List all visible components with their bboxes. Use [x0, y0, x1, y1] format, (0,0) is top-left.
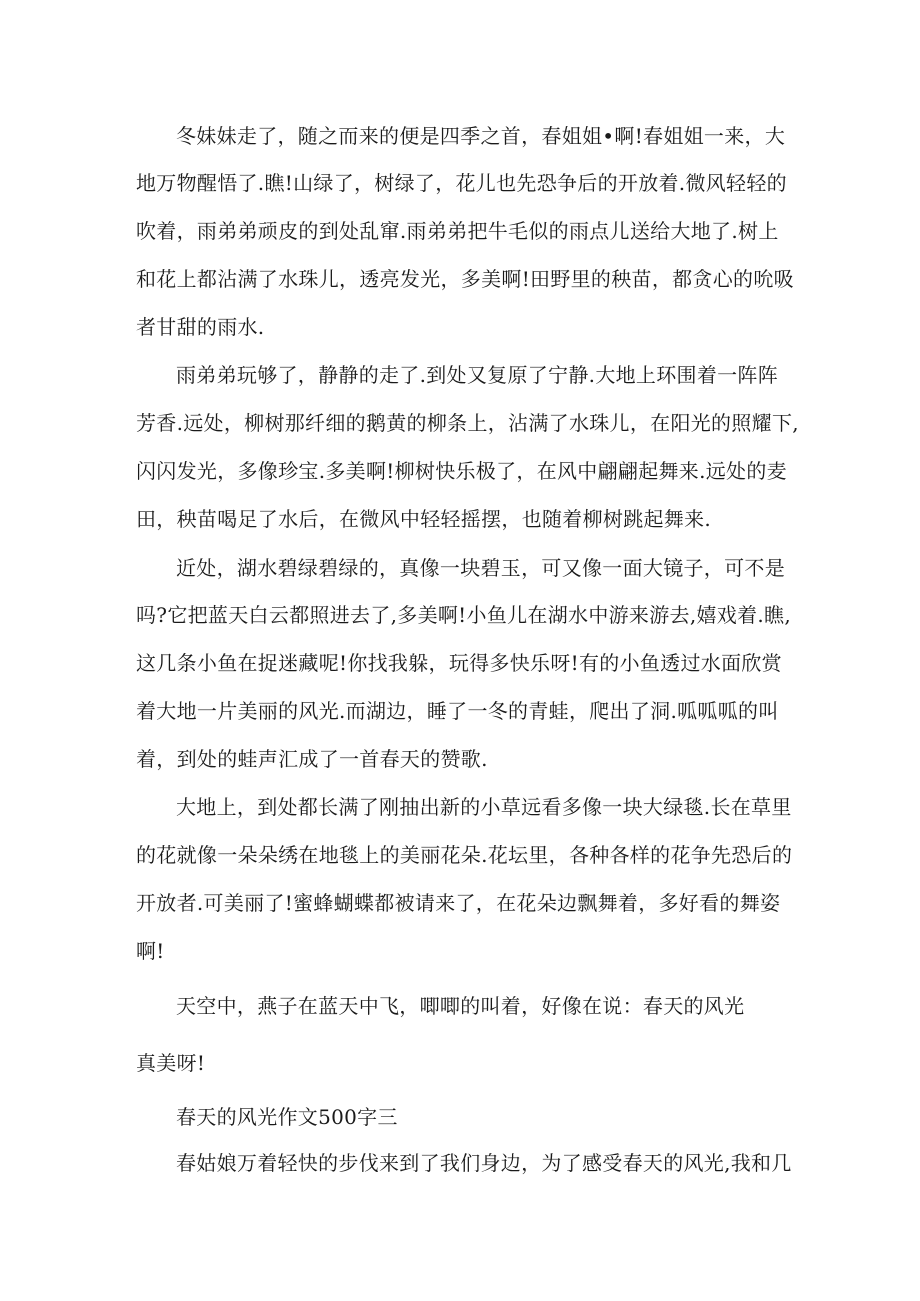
paragraph-2-line-2: 芳香.远处，柳树那纤细的鹅黄的柳条上，沾满了水珠儿，在阳光的照耀下, — [136, 411, 799, 435]
paragraph-4-line-1: 大地上，到处都长满了刚抽出新的小草远看多像一块大绿毯.长在草里 — [176, 795, 792, 819]
paragraph-3-line-3: 这几条小鱼在捉迷藏呢!你找我躲，玩得多快乐呀!有的小鱼透过水面欣赏 — [136, 651, 782, 675]
paragraph-1-line-2: 地万物醒悟了.瞧!山绿了，树绿了，花儿也先恐争后的开放着.微风轻轻的 — [136, 171, 787, 195]
paragraph-3-line-1: 近处，湖水碧绿碧绿的，真像一块碧玉，可又像一面大镜子，可不是 — [176, 556, 785, 580]
paragraph-1-line-3: 吹着，雨弟弟顽皮的到处乱窜.雨弟弟把牛毛似的雨点儿送给大地了.树上 — [136, 219, 779, 243]
paragraph-1-line-1: 冬妹妹走了，随之而来的便是四季之首，春姐姐•啊!春姐姐一来，大 — [176, 124, 786, 148]
paragraph-5-line-2: 真美呀! — [136, 1051, 206, 1075]
paragraph-4-line-3: 开放者.可美丽了!蜜蜂蝴蝶都被请来了，在花朵边飘舞着，多好看的舞姿 — [136, 891, 781, 915]
paragraph-3-line-5: 着，到处的蛙声汇成了一首春天的赞歌. — [136, 747, 488, 771]
paragraph-4-line-4: 啊! — [136, 939, 165, 963]
paragraph-5-line-1: 天空中，燕子在蓝天中飞，唧唧的叫着，好像在说：春天的风光 — [176, 994, 745, 1018]
paragraph-4-line-2: 的花就像一朵朵绣在地毯上的美丽花朵.花坛里，各种各样的花争先恐后的 — [136, 843, 793, 867]
paragraph-3-line-4: 着大地一片美丽的风光.而湖边，睡了一冬的青蛙，爬出了洞.呱呱呱的叫 — [136, 699, 779, 723]
paragraph-3-line-2: 吗?它把蓝天白云都照进去了,多美啊!小鱼儿在湖水中游来游去,嬉戏着.瞧, — [136, 603, 791, 627]
paragraph-1-line-5: 者甘甜的雨水. — [136, 315, 265, 339]
section-heading: 春天的风光作文500字三 — [176, 1105, 398, 1129]
paragraph-2-line-4: 田，秧苗喝足了水后，在微风中轻轻摇摆，也随着柳树跳起舞来. — [136, 507, 712, 531]
paragraph-7-line-1: 春姑娘万着轻快的步伐来到了我们身边，为了感受春天的风光,我和几 — [176, 1151, 792, 1175]
paragraph-2-line-3: 闪闪发光，多像珍宝.多美啊!柳树快乐极了，在风中翩翩起舞来.远处的麦 — [136, 459, 787, 483]
paragraph-2-line-1: 雨弟弟玩够了，静静的走了.到处又复原了宁静.大地上环围着一阵阵 — [176, 363, 779, 387]
paragraph-1-line-4: 和花上都沾满了水珠儿，透亮发光，多美啊!田野里的秧苗，都贪心的吮吸 — [136, 267, 794, 291]
